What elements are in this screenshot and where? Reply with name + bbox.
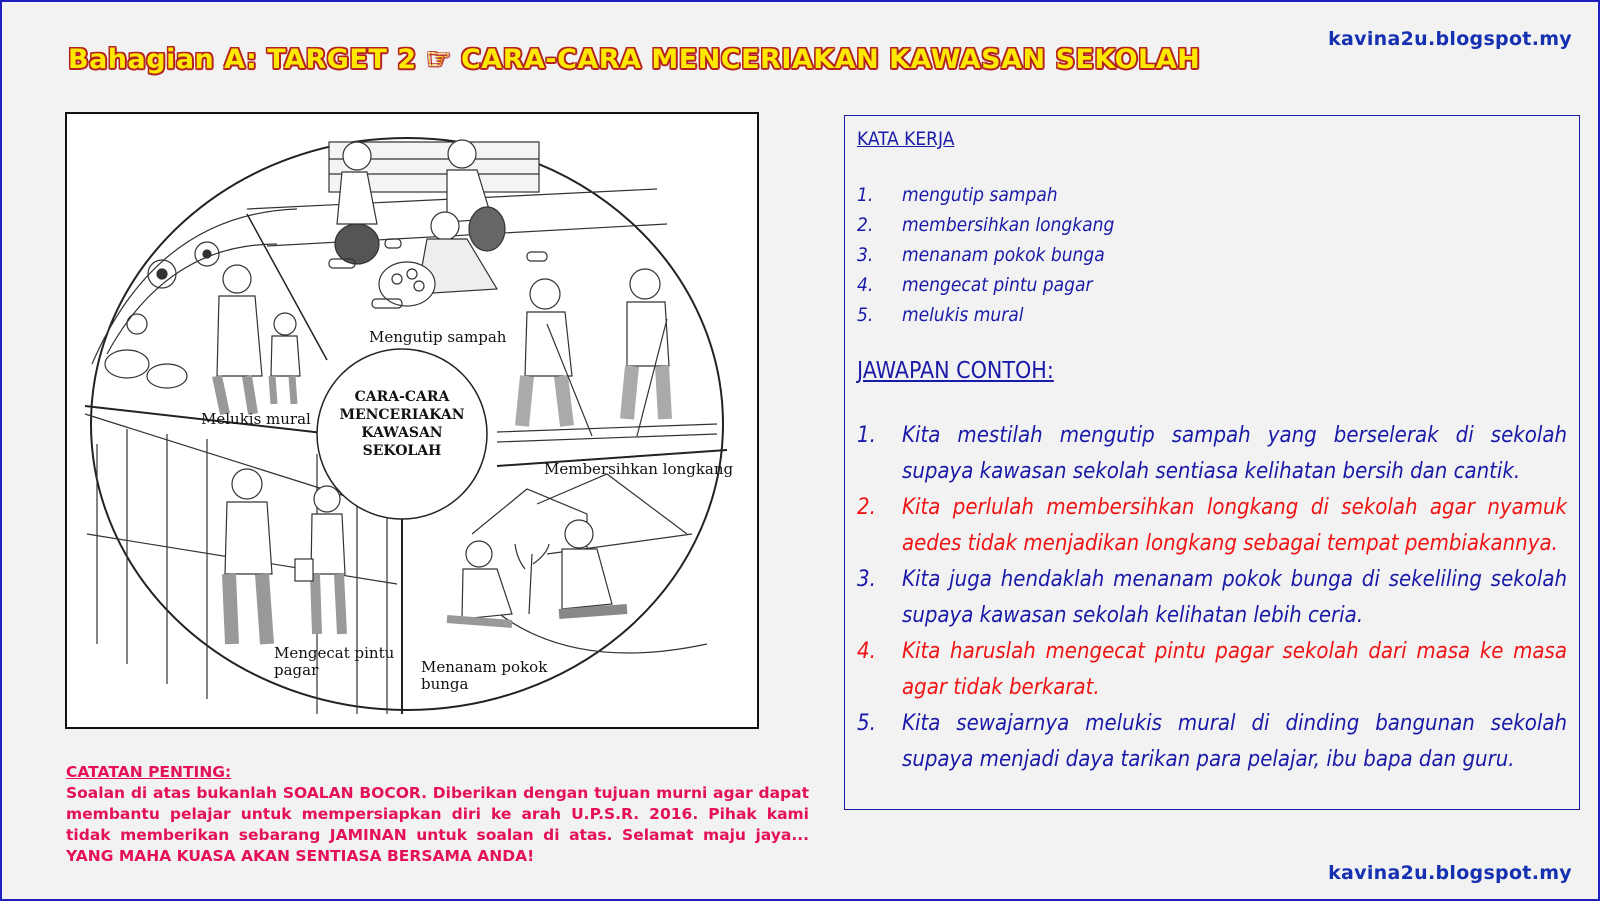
answer-text: Kita juga hendaklah menanam pokok bunga di sekeliling sekolah supaya kawasan sekolah kelihatan lebih ceria. [902,567,1567,628]
answer-list [857,418,1567,778]
answer-item [857,418,1567,490]
answer-panel [844,115,1580,810]
notes-body: Soalan di atas bukanlah SOALAN BOCOR. Diberikan dengan tujuan murni agar dapat membantu pelajar untuk mempersiapkan diri ke arah U.P.S.R. 2016. Pihak kami tidak memberikan sebarang JAMINAN untuk soalan di atas. Selamat maju jaya... YANG MAHA KUASA AKAN SENTIASA BERSAMA ANDA! [66,784,809,865]
center-line-1: CARA-CARA [354,389,450,405]
answer-item [857,706,1567,778]
verb-text: melukis mural [902,304,1024,326]
answer-number: 3. [857,567,876,592]
verb-item [857,300,1567,330]
answer-text: Kita perlulah membersihkan longkang di sekolah agar nyamuk aedes tidak menjadikan longkang sebagai tempat pembiakannya. [902,495,1567,556]
verb-number: 1. [857,184,874,206]
notes-heading: CATATAN PENTING: [66,763,232,781]
kata-kerja-heading: KATA KERJA [857,128,955,150]
illustration-panel [65,112,759,729]
answer-item [857,634,1567,706]
label-mengecat-pintu-2: pagar [274,661,319,679]
answer-number: 5. [857,711,876,736]
verb-number: 3. [857,244,874,266]
blog-url-bottom[interactable]: kavina2u.blogspot.my [1328,862,1572,884]
center-line-3: KAWASAN [361,425,443,441]
answer-text: Kita mestilah mengutip sampah yang berselerak di sekolah supaya kawasan sekolah sentiasa kelihatan bersih dan cantik. [902,423,1567,484]
important-notes [66,762,809,867]
verb-number: 5. [857,304,874,326]
verb-item [857,270,1567,300]
verb-text: mengutip sampah [902,184,1058,206]
answer-item [857,562,1567,634]
label-membersihkan-longkang: Membersihkan longkang [544,460,734,478]
verb-item [857,210,1567,240]
answer-text: Kita haruslah mengecat pintu pagar sekolah dari masa ke masa agar tidak berkarat. [902,639,1567,700]
center-line-4: SEKOLAH [362,443,442,459]
verb-text: mengecat pintu pagar [902,274,1093,296]
verb-item [857,240,1567,270]
verb-item [857,180,1567,210]
page-title: Bahagian A: TARGET 2 ☞ CARA-CARA MENCERIAKAN KAWASAN SEKOLAH [68,44,1201,75]
answer-item [857,490,1567,562]
verb-number: 2. [857,214,874,236]
label-menanam-pokok-1: Menanam pokok [421,658,548,676]
verb-number: 4. [857,274,874,296]
label-mengutip-sampah: Mengutip sampah [369,328,507,346]
label-mengecat-pintu-1: Mengecat pintu [274,644,395,662]
answer-number: 4. [857,639,876,664]
center-line-2: MENCERIAKAN [339,407,465,423]
label-melukis-mural: Melukis mural [201,410,311,428]
answer-number: 1. [857,423,876,448]
blog-url-top[interactable]: kavina2u.blogspot.my [1328,28,1572,50]
verb-text: menanam pokok bunga [902,244,1105,266]
label-menanam-pokok-2: bunga [421,675,469,693]
verb-text: membersihkan longkang [902,214,1115,236]
answer-text: Kita sewajarnya melukis mural di dinding bangunan sekolah supaya menjadi daya tarikan para pelajar, ibu bapa dan guru. [902,711,1567,772]
school-activities-illustration [67,114,757,727]
answer-number: 2. [857,495,876,520]
verb-list [857,180,1567,330]
jawapan-contoh-heading: JAWAPAN CONTOH: [857,358,1054,384]
